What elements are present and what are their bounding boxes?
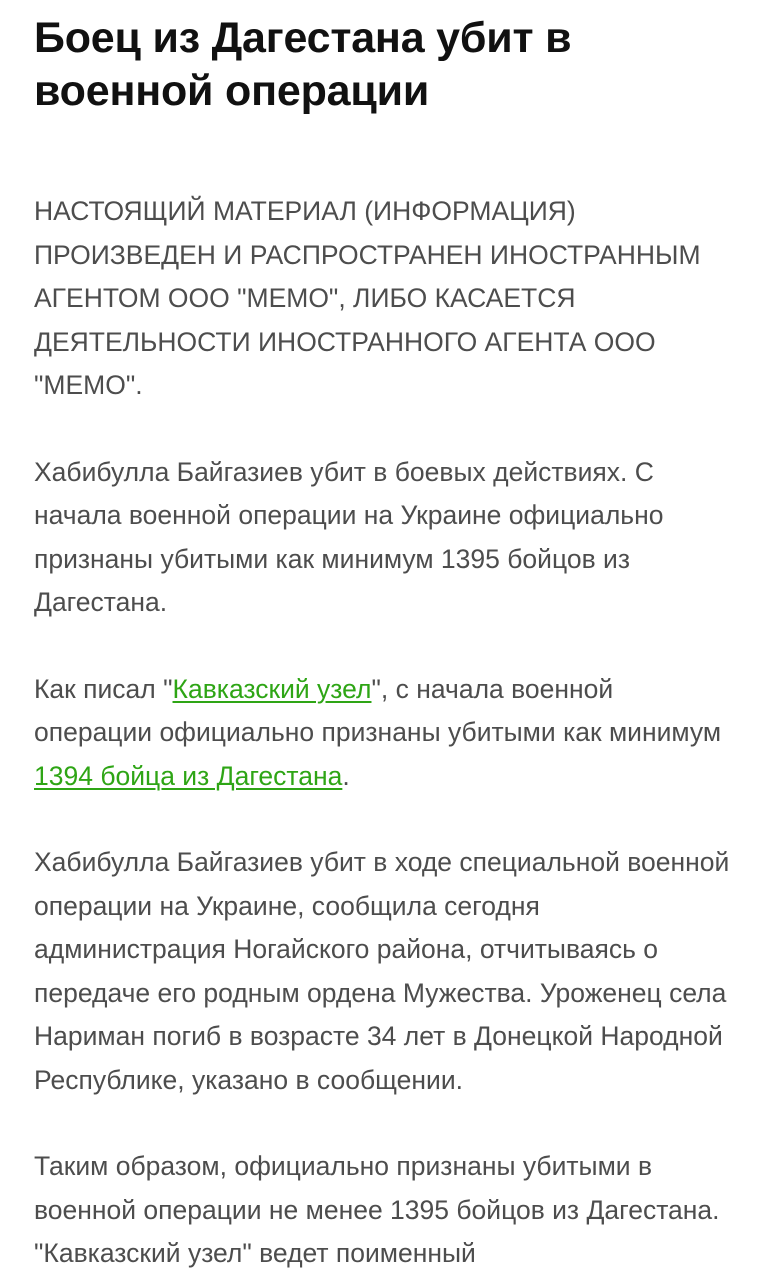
paragraph-2-text-middle: ", с начала военной операции официально признаны убитыми как минимум [34,673,722,747]
article-paragraph-1: Хабибулла Байгазиев убит в боевых действиях. С начала военной операции на Украине официально признаны убитыми как минимум 1395 бойцов из Дагестана. [34,456,664,617]
article-paragraph-3: Хабибулла Байгазиев убит в ходе специальной военной операции на Украине, сообщила сегодня администрация Ногайского района, отчитываясь о передаче его родным ордена Мужества. Уроженец села Нариман погиб в возрасте 34 лет в Донецкой Народной Республике, указано в сообщении. [34,847,730,1095]
fighters-count-link[interactable]: 1394 бойца из Дагестана [34,760,343,791]
kavkazsky-uzel-link[interactable]: Кавказский узел [172,673,372,704]
foreign-agent-disclaimer: НАСТОЯЩИЙ МАТЕРИАЛ (ИНФОРМАЦИЯ) ПРОИЗВЕДЕН И РАСПРОСТРАНЕН ИНОСТРАННЫМ АГЕНТОМ ООО "МЕМО", ЛИБО КАСАЕТСЯ ДЕЯТЕЛЬНОСТИ ИНОСТРАННОГО АГЕНТА ООО "МЕМО". [34,196,701,400]
paragraph-2-text-start: Как писал " [34,673,173,704]
article-paragraph-2 [34,668,738,799]
article-title: Боец из Дагестана убит в военной операции [34,14,572,115]
article-paragraph-4: Таким образом, официально признаны убитыми в военной операции не менее 1395 бойцов из Дагестана. "Кавказский узел" ведет поименный [34,1151,720,1268]
paragraph-2-text-end: . [342,760,350,791]
